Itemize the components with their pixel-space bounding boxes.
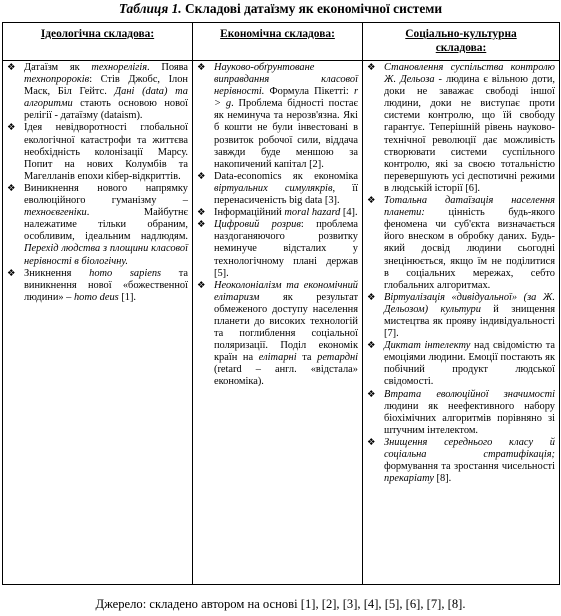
list-item [197,171,358,207]
table-title: Складові датаїзму як економічної системи [185,1,443,16]
italic-text: Перехід людства з площини класової нерівності в біологічну. [24,243,188,267]
text: [8]. [433,473,452,485]
text: над свідомістю та емоціями людини. Емоції постають як побічний продукт людської свідомості. [384,340,555,388]
italic-text: Віртуалізація «дивідуальної» (за Ж. Дельозом) культури [384,291,555,315]
italic-text: Втрата еволюційної значимості [384,388,555,400]
list-item [367,292,555,340]
list-item [367,195,555,292]
italic-text: Тотальна датаїзація населення планети: [384,195,555,219]
text: (retard – англ. «відстала» економіка). [214,364,358,388]
list-item [197,280,358,389]
text: Інформаційний [214,207,285,219]
text: : проблема наздоганяючого розвитку неминуче відсталих у технологічному плані держав [5]. [214,219,358,279]
italic-text: homo sapiens [89,267,162,279]
four-diamond-bullet-icon: ❖ [7,267,16,279]
four-diamond-bullet-icon: ❖ [197,170,206,182]
header-economic [193,23,363,61]
italic-text: прекаріату [384,473,434,485]
four-diamond-bullet-icon: ❖ [7,182,16,194]
text: Зникнення [24,267,90,279]
text: [1]. [118,291,137,303]
table-body-row [3,61,560,585]
header-economic-label: Економічна складова: [220,28,335,40]
text: Ідея невідворотності глобальної екологічної катастрофи та життєва необхідність колонізації Марсу. Попит на нових Колумбів та Магелланів епохи кібер-відкриттів. [24,122,188,182]
list-item [7,122,188,182]
four-diamond-bullet-icon: ❖ [367,340,376,352]
text: Датаїзм як [24,62,92,73]
list-item [7,268,188,304]
list-item [7,183,188,268]
ideological-list [7,62,188,304]
table-number: Таблиця 1. [118,1,182,16]
list-item [367,62,555,195]
italic-text: Цифровий розрив [214,219,301,231]
list-item [197,207,358,219]
text: людини як неефективного набору біохімічних алгоритмів порівняно зі штучним інтелектом. [384,400,555,436]
text: формування та зростання чисельності [384,461,555,473]
list-item [197,219,358,279]
text: та виникнення нової «божественної людини» – [24,267,189,303]
source-note: Джерело: складено автором на основі [1], [2], [3], [4], [5], [6], [7], [8]. [95,597,466,611]
italic-text: віртуальних симулякрів [214,182,333,194]
text: як результат обмеженого доступу населення планети до високих технологій та поглиблення соціальної поляризації. Поділ економік країн на [214,291,358,364]
text: [4]. [340,207,358,219]
text: , її перенасиченість big data [3]. [214,182,358,207]
list-item [197,62,358,171]
four-diamond-bullet-icon: ❖ [7,122,16,134]
four-diamond-bullet-icon: ❖ [197,207,206,219]
four-diamond-bullet-icon: ❖ [7,62,16,73]
italic-text: техноєвгеніки [24,207,87,219]
italic-text: Становлення суспільства контролю Ж. Дельоза [384,62,555,86]
italic-text: ретардні [317,352,358,364]
header-sociocultural-line2: складова: [435,42,487,54]
italic-text: moral hazard [284,207,341,219]
text: Виникнення нового напрямку еволюційного гуманізму – [24,182,188,207]
table-caption [0,1,561,17]
text: Формула Пікетті: [264,86,354,98]
text: . Поява [147,62,189,73]
header-sociocultural-line1: Соціально-культурна [405,28,517,40]
four-diamond-bullet-icon: ❖ [197,62,206,73]
italic-text: Дані (data) та алгоритми [24,86,188,110]
four-diamond-bullet-icon: ❖ [367,436,376,448]
italic-text: Неоколоніалізм та економічний елітаризм [214,279,358,303]
italic-text: Диктат інтелекту [384,340,471,352]
four-diamond-bullet-icon: ❖ [197,219,206,231]
sociocultural-cell [363,61,560,585]
text: й знищення мистецтва як прояву індивідуальності [7]. [384,303,555,340]
list-item [7,62,188,122]
economic-cell [193,61,363,585]
table-header-row [3,23,560,61]
text: Data-economics як економіка [214,170,358,182]
sociocultural-list [367,62,555,485]
text: : Стів Джобс, Ілон Маск, Біл Гейтс. [24,74,188,98]
list-item [367,389,555,437]
four-diamond-bullet-icon: ❖ [367,62,376,73]
header-ideological-label: Ідеологічна складова: [40,28,155,40]
italic-text: Знищення середнього класу й соціальна стратифікація; [384,436,555,460]
four-diamond-bullet-icon: ❖ [367,388,376,400]
italic-text: технорелігія [91,62,148,73]
ideological-cell [3,61,193,585]
italic-text: homo deus [73,291,119,303]
italic-text: r > g [214,86,358,110]
dataism-table [2,22,560,585]
header-sociocultural [363,23,560,61]
text: . Проблема бідності постає як неминуча та нерозв'язна. Які б кошти не були інвестовані в розвиток робочої сили, віддача завжди буде меншою за накопичений капітал [2]. [214,98,358,170]
italic-text: елітарні [258,352,297,364]
header-ideological [3,23,193,61]
text: цінність будь-якого феномена чи суб'єкта визначається його внеском в обробку даних. Будь-який досвід людини сьогодні знецінюється, якщо їм не поділитися в соціальних мережах, себто глобальних алгоритмах. [384,207,555,291]
text: - людина є вільною доти, доки не заважає свободі іншої людини, доки не виступає проти системи контролю, що їй свободу гарантує. Теперішній рівень науково-технічної революції дає можливість створювати системи суспільного контролю, які за своєю тотальністю перевершують усі деспотичні режими в людській історії [6]. [384,74,555,194]
text: стають основою нової релігії - датаїзму (dataism). [24,98,188,122]
four-diamond-bullet-icon: ❖ [197,279,206,291]
four-diamond-bullet-icon: ❖ [367,291,376,303]
economic-list [197,62,358,389]
list-item [367,340,555,388]
italic-text: Науково-обґрунтоване виправдання класової нерівності. [214,62,358,98]
text: . Майбутнє належатиме тільки обраним, особливим, ідеальним надлюдям. [24,207,188,243]
italic-text: технопророків [24,74,90,86]
four-diamond-bullet-icon: ❖ [367,195,376,207]
list-item [367,437,555,485]
text: та [296,352,318,364]
